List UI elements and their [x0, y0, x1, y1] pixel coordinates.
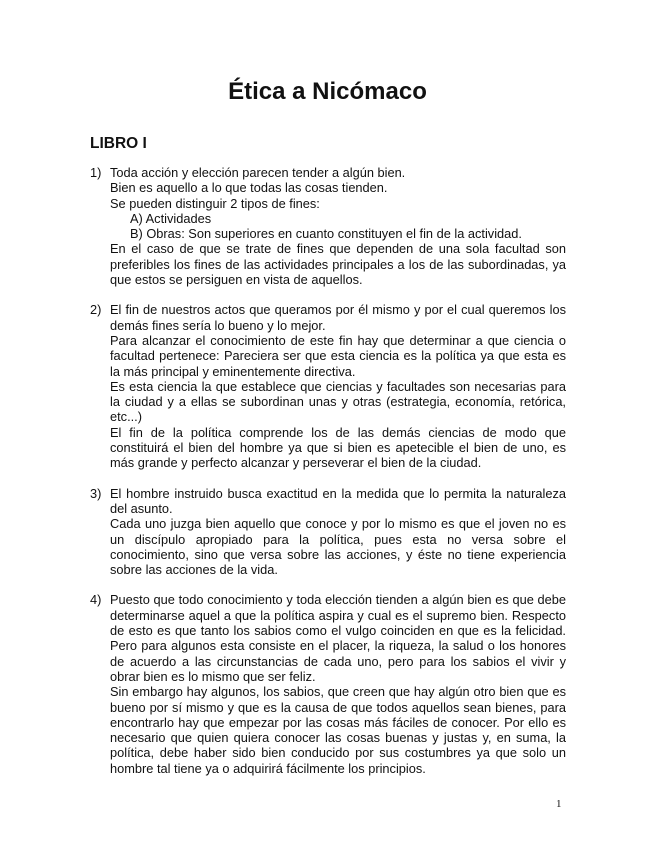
list-item-1: [90, 165, 566, 287]
paragraph: Es esta ciencia la que establece que ciencias y facultades son necesarias para la ciudad y a ellas se subordinan unas y otras (estrategia, economía, retórica, etc...): [110, 378, 566, 425]
page-number: 1: [556, 798, 562, 810]
item-number: 2): [90, 302, 102, 318]
sub-item-a: A) Actividades: [130, 210, 212, 226]
list-item-4: [90, 592, 566, 776]
paragraph: Bien es aquello a lo que todas las cosas tienden.: [110, 180, 388, 196]
paragraph: Se pueden distinguir 2 tipos de fines:: [110, 195, 320, 211]
paragraph: En el caso de que se trate de fines que dependen de una sola facultad son preferibles los fines de las actividades principales a los de las subordinadas, ya que estos se persiguen en vista de aquellos.: [110, 241, 566, 288]
sub-item-b: B) Obras: Son superiores en cuanto constituyen el fin de la actividad.: [130, 226, 522, 242]
book-heading: LIBRO I: [90, 135, 147, 152]
list-item-2: [90, 302, 566, 470]
paragraph: El fin de la política comprende los de las demás ciencias de modo que constituirá el bien del hombre ya que si bien es apetecible el bien de uno, es más grande y perfecto alcanzar y perseverar el bien de la ciudad.: [110, 424, 566, 471]
paragraph: Toda acción y elección parecen tender a algún bien.: [110, 165, 406, 180]
paragraph: Cada uno juzga bien aquello que conoce y por lo mismo es que el joven no es un discípulo apropiado para la política, pues esta no versa sobre el conocimiento, sino que versa sobre las acciones, y éste no tiene experiencia sobre las acciones de la vida.: [110, 516, 566, 578]
paragraph: El fin de nuestros actos que queramos por él mismo y por el cual queremos los demás fines sería lo bueno y lo mejor.: [110, 302, 566, 333]
item-number: 1): [90, 165, 102, 180]
paragraph: Puesto que todo conocimiento y toda elección tienden a algún bien es que debe determinarse aquel a que la política aspira y cual es el supremo bien. Respecto de esto es que tanto los sabios como el vulgo coinciden en que es la felicidad. Pero para algunos esta consiste en el placer, la riqueza, la salud o los honores de acuerdo a las circunstancias de cada uno, pero para los sabios el vivir y obrar bien es lo mismo que ser feliz.: [110, 592, 566, 684]
document-title: Ética a Nicómaco: [228, 78, 427, 105]
paragraph: Sin embargo hay algunos, los sabios, que creen que hay algún otro bien que es bueno por sí mismo y que es la causa de que todos aquellos sean bienes, para encontrarlo hay que empezar por las cosas más fáciles de conocer. Por ello es necesario que quien quiera conocer las cosas buenas y justas y, en suma, la política, debe haber sido bien conducido por sus costumbres ya que solo un hombre tal tiene ya o adquirirá fácilmente los principios.: [110, 684, 566, 776]
paragraph: El hombre instruido busca exactitud en la medida que lo permita la naturaleza del asunto.: [110, 485, 566, 516]
item-number: 3): [90, 485, 102, 501]
numbered-list: [90, 165, 566, 776]
paragraph: Para alcanzar el conocimiento de este fin hay que determinar a que ciencia o facultad pertenece: Pareciera ser que esta ciencia es la política ya que esta es la más principal y eminentemente directiva.: [110, 332, 566, 379]
list-item-3: [90, 486, 566, 578]
item-number: 4): [90, 592, 102, 608]
